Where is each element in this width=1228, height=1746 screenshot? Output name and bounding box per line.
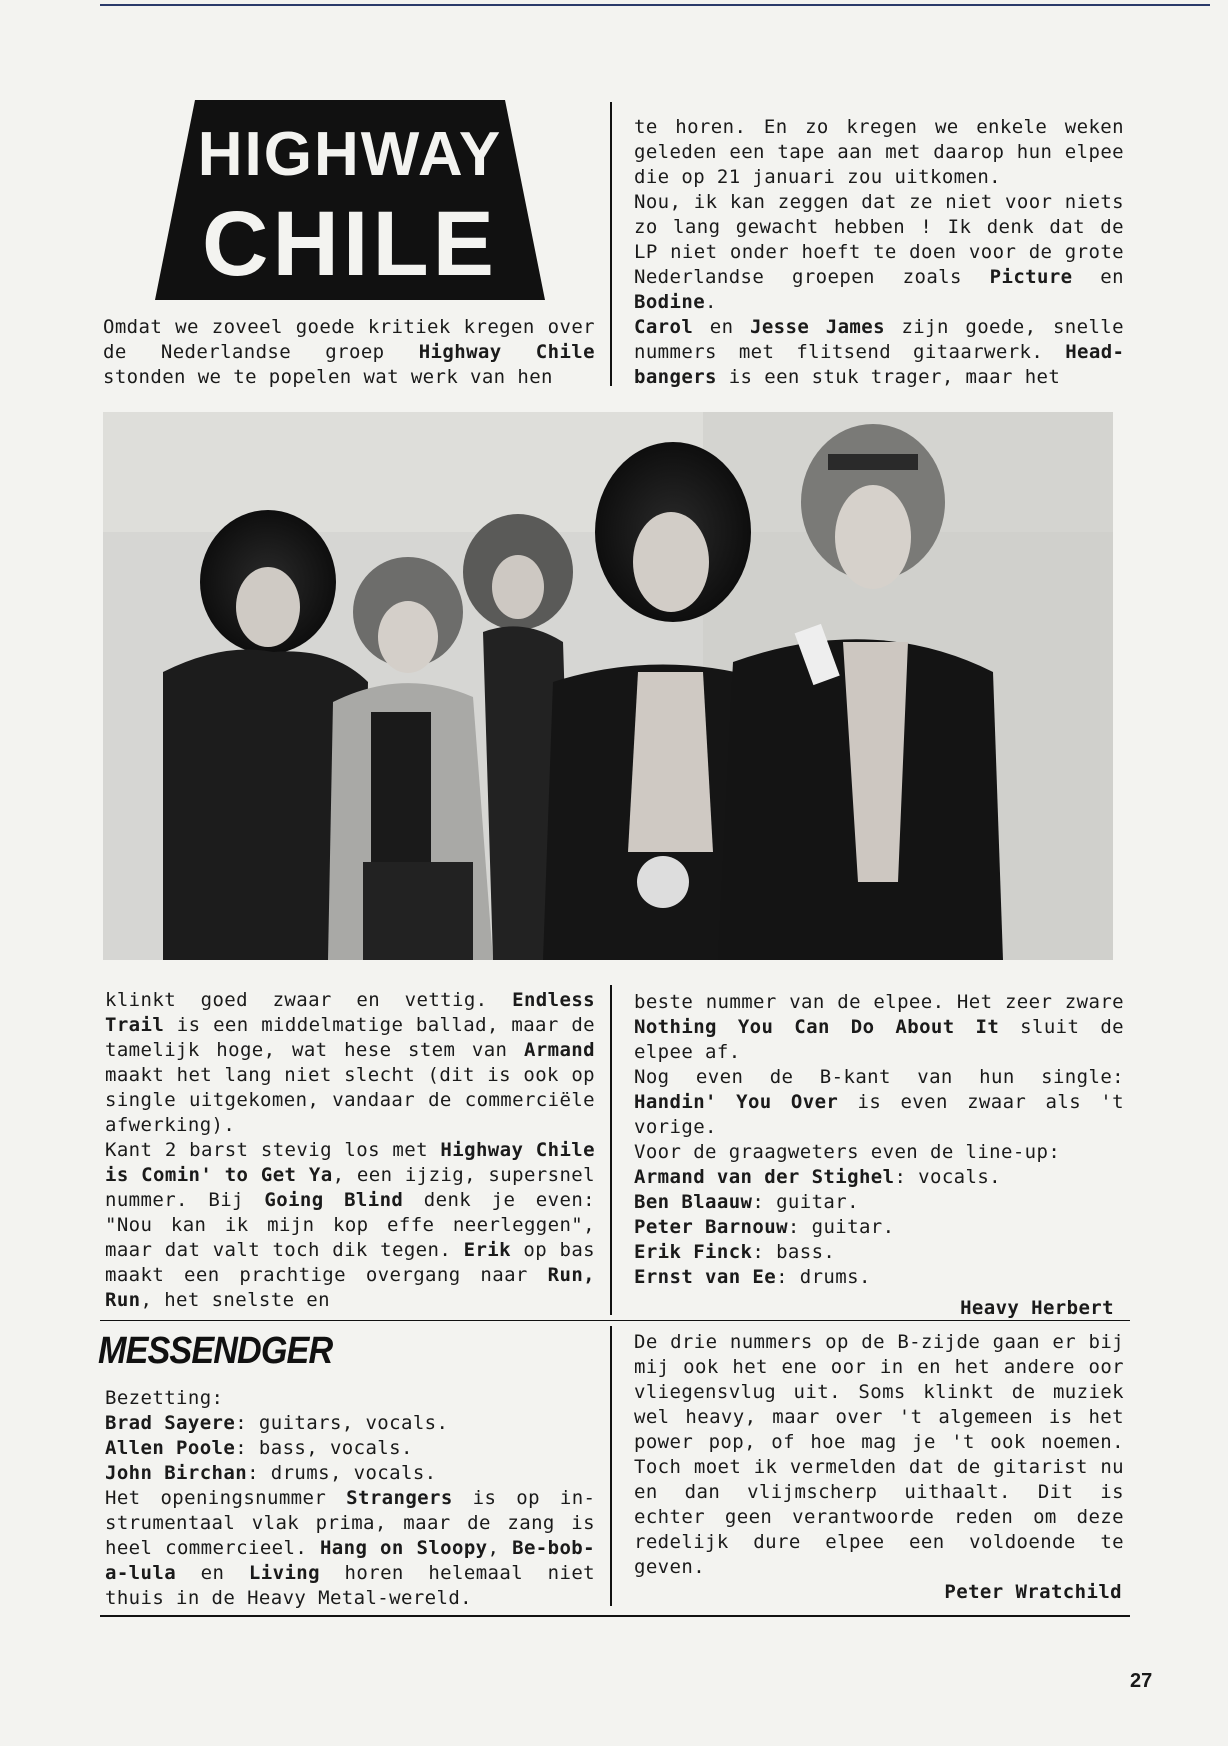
column-bot-right-text [634,1330,1124,1580]
paragraph: Nou, ik kan zeggen dat ze niet voor niets zo lang gewacht hebben ! Ik denk dat de LP niet onder hoeft te doen voor de grote Nederlandse groepen zoals Picture en Bodine. [634,191,1124,313]
paragraph: klinkt goed zwaar en vettig. Endless Trail is een middelmatige ballad, maar de tamelijk hoge, wat hese stem van Armand maakt het lang niet slecht (dit is ook op single uitgekomen, vandaar de commerciële afwerking). [105,989,595,1136]
signature-peter-wratchild: Peter Wratchild [944,1581,1122,1603]
paragraph: Erik Finck: bass. [634,1241,836,1263]
column-mid-left [105,988,595,1313]
paragraph: Carol en Jesse James zijn goede, snelle nummers met flitsend gitaarwerk. Headbangers is een stuk trager, maar het [634,316,1124,388]
paragraph: Allen Poole: bass, vocals. [105,1437,413,1459]
paragraph: Omdat we zoveel goede kritiek kregen over de Nederlandse groep Highway Chile stonden we te popelen wat werk van hen [103,316,595,388]
column-mid-right [634,990,1124,1321]
page-number: 27 [1130,1670,1153,1692]
column-mid-right-text [634,990,1124,1290]
band-photo [103,412,1113,960]
highway-chile-logo [155,100,545,300]
top-rule [100,4,1210,6]
bottom-rule [100,1615,1130,1617]
column-top-left [103,315,595,390]
paragraph: John Birchan: drums, vocals. [105,1462,437,1484]
column-bot-right [634,1330,1124,1605]
column-top-right [634,115,1124,390]
paragraph: Het openingsnummer Strangers is op instrumentaal vlak prima, maar de zang is heel commercieel. Hang on Sloopy, Be-bob-a-lula en Living horen helemaal niet thuis in de Heavy Metal-wereld. [105,1487,596,1609]
paragraph: te horen. En zo kregen we enkele weken geleden een tape aan met daarop hun elpee die op 21 januari zou uitkomen. [634,116,1124,188]
paragraph: Brad Sayere: guitars, vocals. [105,1412,449,1434]
logo-line2: CHILE [202,193,498,295]
column-divider-top [610,102,612,386]
paragraph: Armand van der Stighel: vocals. [634,1166,1002,1188]
paragraph: Ben Blaauw: guitar. [634,1191,859,1213]
paragraph: Ernst van Ee: drums. [634,1266,871,1288]
logo-line1: HIGHWAY [197,120,503,189]
signature-heavy-herbert: Heavy Herbert [960,1297,1114,1319]
paragraph: Peter Barnouw: guitar. [634,1216,895,1238]
paragraph: Nog even de B-kant van hun single: Handin' You Over is even zwaar als 't vorige. [634,1066,1124,1138]
column-divider-bottom [610,1326,612,1606]
column-bot-left [105,1386,595,1611]
paragraph: Bezetting: [105,1387,224,1409]
paragraph: De drie nummers op de B-zijde gaan er bij mij ook het ene oor in en het andere oor vliegensvlug uit. Soms klinkt de muziek wel heavy, maar over 't algemeen is het power pop, of hoe mag je 't ook noemen. Toch moet ik vermelden dat de gitarist nu en dan vlijmscherp uithaalt. Dit is echter geen verantwoorde reden om deze redelijk dure elpee een voldoende te geven. [634,1331,1124,1578]
paragraph: Kant 2 barst stevig los met Highway Chile is Comin' to Get Ya, een ijzig, supersnel nummer. Bij Going Blind denk je even: "Nou kan ik mijn kop effe neerleggen", maar dat valt toch dik tegen. Erik op bas maakt een prachtige overgang naar Run, Run, het snelste en [105,1139,596,1311]
paragraph: Voor de graagweters even de line-up: [634,1141,1061,1163]
section-divider [100,1320,1130,1321]
messendger-title: MESSENDGER [98,1330,333,1372]
column-divider-mid [610,985,612,1315]
paragraph: beste nummer van de elpee. Het zeer zware Nothing You Can Do About It sluit de elpee af. [634,991,1124,1063]
